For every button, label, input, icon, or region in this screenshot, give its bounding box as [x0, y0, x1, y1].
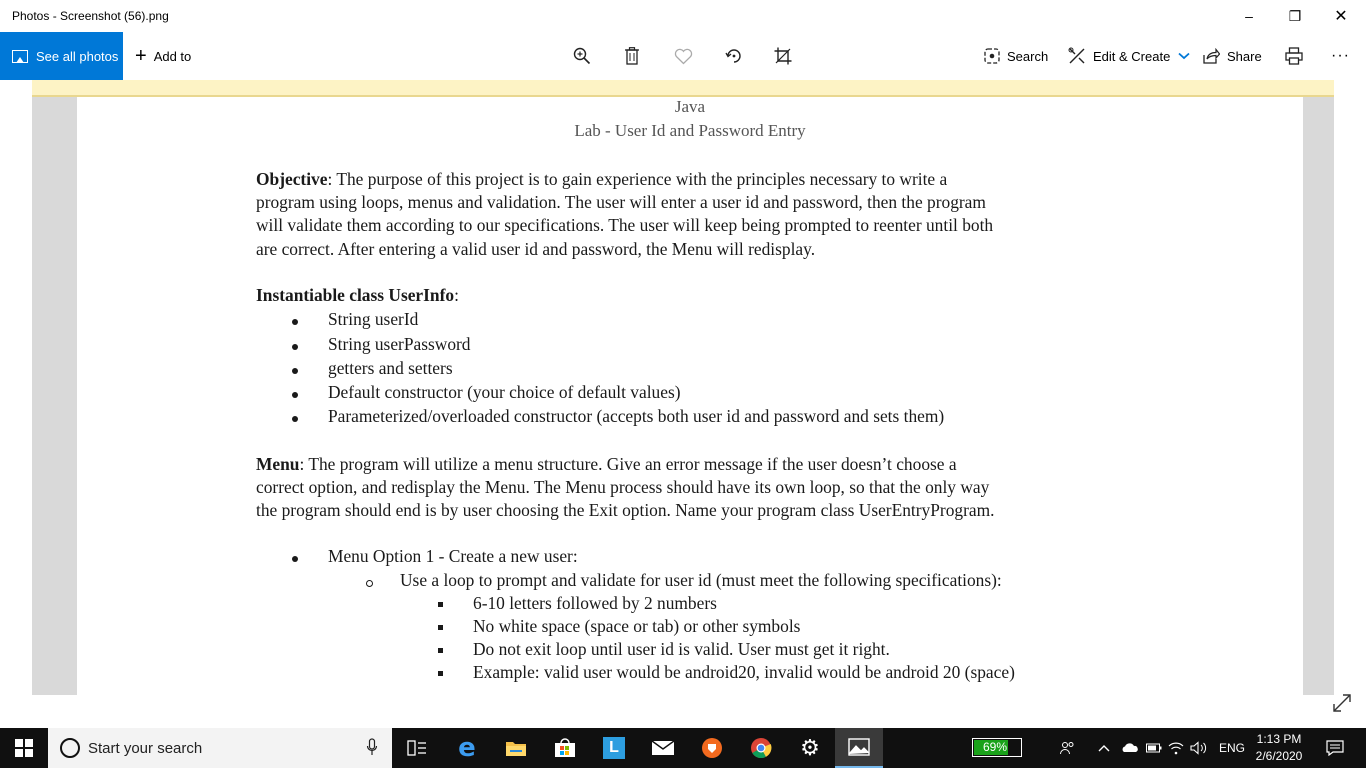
- minimize-icon: –: [1245, 8, 1253, 24]
- photos-icon[interactable]: [835, 728, 883, 768]
- menu-line: correct option, and redisplay the Menu. The Menu process should have its own loop, so that the only way: [256, 477, 990, 498]
- objective-paragraph: [256, 168, 1116, 261]
- volume-icon[interactable]: [1190, 728, 1208, 768]
- battery-percent: 69%: [983, 740, 1008, 754]
- windows-icon: [15, 739, 33, 757]
- bullet: [292, 416, 298, 422]
- favorite-icon[interactable]: [671, 44, 695, 68]
- add-to-button[interactable]: [135, 32, 191, 80]
- share-icon: [1202, 48, 1220, 64]
- minimize-button[interactable]: [1226, 0, 1272, 32]
- spec-item: No white space (space or tab) or other symbols: [473, 616, 801, 636]
- search-button[interactable]: [984, 32, 1048, 80]
- menu-label: Menu: [256, 454, 300, 474]
- show-hidden-icons-chevron-icon[interactable]: [1098, 728, 1110, 768]
- class-item: getters and setters: [328, 358, 453, 378]
- square-bullet: [438, 671, 443, 676]
- class-item: String userId: [328, 309, 419, 329]
- battery-indicator[interactable]: [972, 738, 1022, 757]
- action-center-icon[interactable]: [1326, 728, 1344, 768]
- chevron-down-icon: [1178, 52, 1190, 60]
- crop-icon[interactable]: [771, 44, 795, 68]
- file-explorer-icon[interactable]: [492, 728, 540, 768]
- class-item: String userPassword: [328, 334, 471, 354]
- maximize-button[interactable]: [1272, 0, 1318, 32]
- mail-icon[interactable]: [639, 728, 687, 768]
- window-title: Photos - Screenshot (56).png: [12, 9, 169, 23]
- microphone-icon: [366, 738, 378, 756]
- spec-item: Do not exit loop until user id is valid. User must get it right.: [473, 639, 890, 659]
- chrome-icon[interactable]: [737, 728, 785, 768]
- taskbar-search-box[interactable]: [48, 728, 392, 768]
- spec-item: 6-10 letters followed by 2 numbers: [473, 593, 717, 613]
- objective-label: Objective: [256, 169, 328, 189]
- cortana-icon: [60, 738, 80, 758]
- objective-line: program using loops, menus and validation. The user will enter a user id and password, then the program: [256, 192, 986, 213]
- language-indicator[interactable]: [1219, 728, 1245, 768]
- rotate-icon[interactable]: [722, 44, 746, 68]
- bullet: [292, 556, 298, 562]
- clock-time: 1:13 PM: [1256, 732, 1302, 746]
- store-icon[interactable]: [541, 728, 589, 768]
- class-item: Parameterized/overloaded constructor (accepts both user id and password and sets them): [328, 406, 945, 426]
- l-app-icon[interactable]: L: [590, 728, 638, 768]
- delete-icon[interactable]: [620, 44, 644, 68]
- square-bullet: [438, 625, 443, 630]
- app-toolbar: [0, 32, 1366, 80]
- wifi-icon[interactable]: [1168, 728, 1184, 768]
- plus-icon: +: [135, 44, 147, 67]
- objective-line: are correct. After entering a valid user id and password, the Menu will redisplay.: [256, 238, 816, 259]
- expand-icon[interactable]: [1332, 693, 1354, 715]
- objective-line: : The purpose of this project is to gain experience with the principles necessary to write a: [327, 169, 948, 189]
- objective-line: will validate them according to our specifications. The user will keep being prompted to reenter until both: [256, 215, 994, 236]
- spec-item: Example: valid user would be android20, invalid would be android 20 (space): [473, 662, 1015, 682]
- zoom-icon[interactable]: [570, 44, 594, 68]
- more-icon: ···: [1331, 47, 1350, 64]
- class-heading: [256, 284, 1116, 307]
- menu-option-1: Menu Option 1 - Create a new user:: [328, 546, 578, 566]
- brave-icon[interactable]: [688, 728, 736, 768]
- bullet: [292, 392, 298, 398]
- add-to-label: Add to: [153, 48, 192, 64]
- bullet: [292, 319, 298, 325]
- bullet: [292, 368, 298, 374]
- more-options-button[interactable]: [1331, 32, 1350, 80]
- photo-icon: [12, 50, 28, 63]
- taskbar: [0, 728, 1366, 768]
- share-label: Share: [1227, 48, 1262, 64]
- menu-paragraph: [256, 453, 1116, 523]
- close-icon: ✕: [1334, 8, 1348, 25]
- bullet: [292, 344, 298, 350]
- onedrive-icon[interactable]: [1121, 728, 1139, 768]
- edit-create-button[interactable]: [1068, 32, 1197, 80]
- edit-icon: [1068, 47, 1086, 65]
- restore-icon: ❐: [1288, 7, 1302, 24]
- clock-date: 2/6/2020: [1255, 749, 1303, 763]
- language-label: ENG: [1219, 741, 1246, 755]
- print-icon[interactable]: [1282, 44, 1306, 68]
- search-icon: [984, 48, 1000, 64]
- search-label: Search: [1007, 48, 1049, 64]
- see-all-photos-button[interactable]: [0, 32, 123, 80]
- settings-icon[interactable]: ⚙: [800, 735, 820, 761]
- square-bullet: [438, 602, 443, 607]
- doc-header-lab: Lab - User Id and Password Entry: [574, 121, 806, 140]
- edge-icon[interactable]: e: [458, 733, 476, 763]
- sub-bullet: [366, 580, 373, 587]
- start-button[interactable]: [0, 728, 48, 768]
- menu-line: the program should end is by user choosing the Exit option. Name your program class UserEntryProgram.: [256, 500, 995, 521]
- task-view-icon[interactable]: [393, 728, 441, 768]
- taskbar-search-placeholder: Start your search: [88, 739, 203, 757]
- class-name: UserInfo: [388, 285, 455, 305]
- battery-tray-icon[interactable]: [1146, 728, 1162, 768]
- photo-viewer[interactable]: [32, 80, 1334, 695]
- class-label-colon: :: [454, 285, 459, 305]
- close-button[interactable]: [1318, 0, 1364, 32]
- edit-create-label: Edit & Create: [1093, 48, 1171, 64]
- clock[interactable]: [1248, 731, 1310, 765]
- menu-sub-item: Use a loop to prompt and validate for user id (must meet the following specifications):: [400, 570, 1002, 590]
- menu-line: : The program will utilize a menu structure. Give an error message if the user doesn’t choose a: [299, 454, 957, 474]
- doc-header-course: Java: [674, 97, 706, 116]
- title-bar: [0, 0, 1366, 32]
- square-bullet: [438, 648, 443, 653]
- image-top-band: [32, 80, 1334, 97]
- people-icon[interactable]: [1060, 728, 1076, 768]
- see-all-photos-label: See all photos: [36, 48, 119, 64]
- share-button[interactable]: [1202, 32, 1262, 80]
- class-label-prefix: Instantiable class: [256, 285, 389, 305]
- document-page: [77, 97, 1303, 695]
- class-item: Default constructor (your choice of default values): [328, 382, 681, 402]
